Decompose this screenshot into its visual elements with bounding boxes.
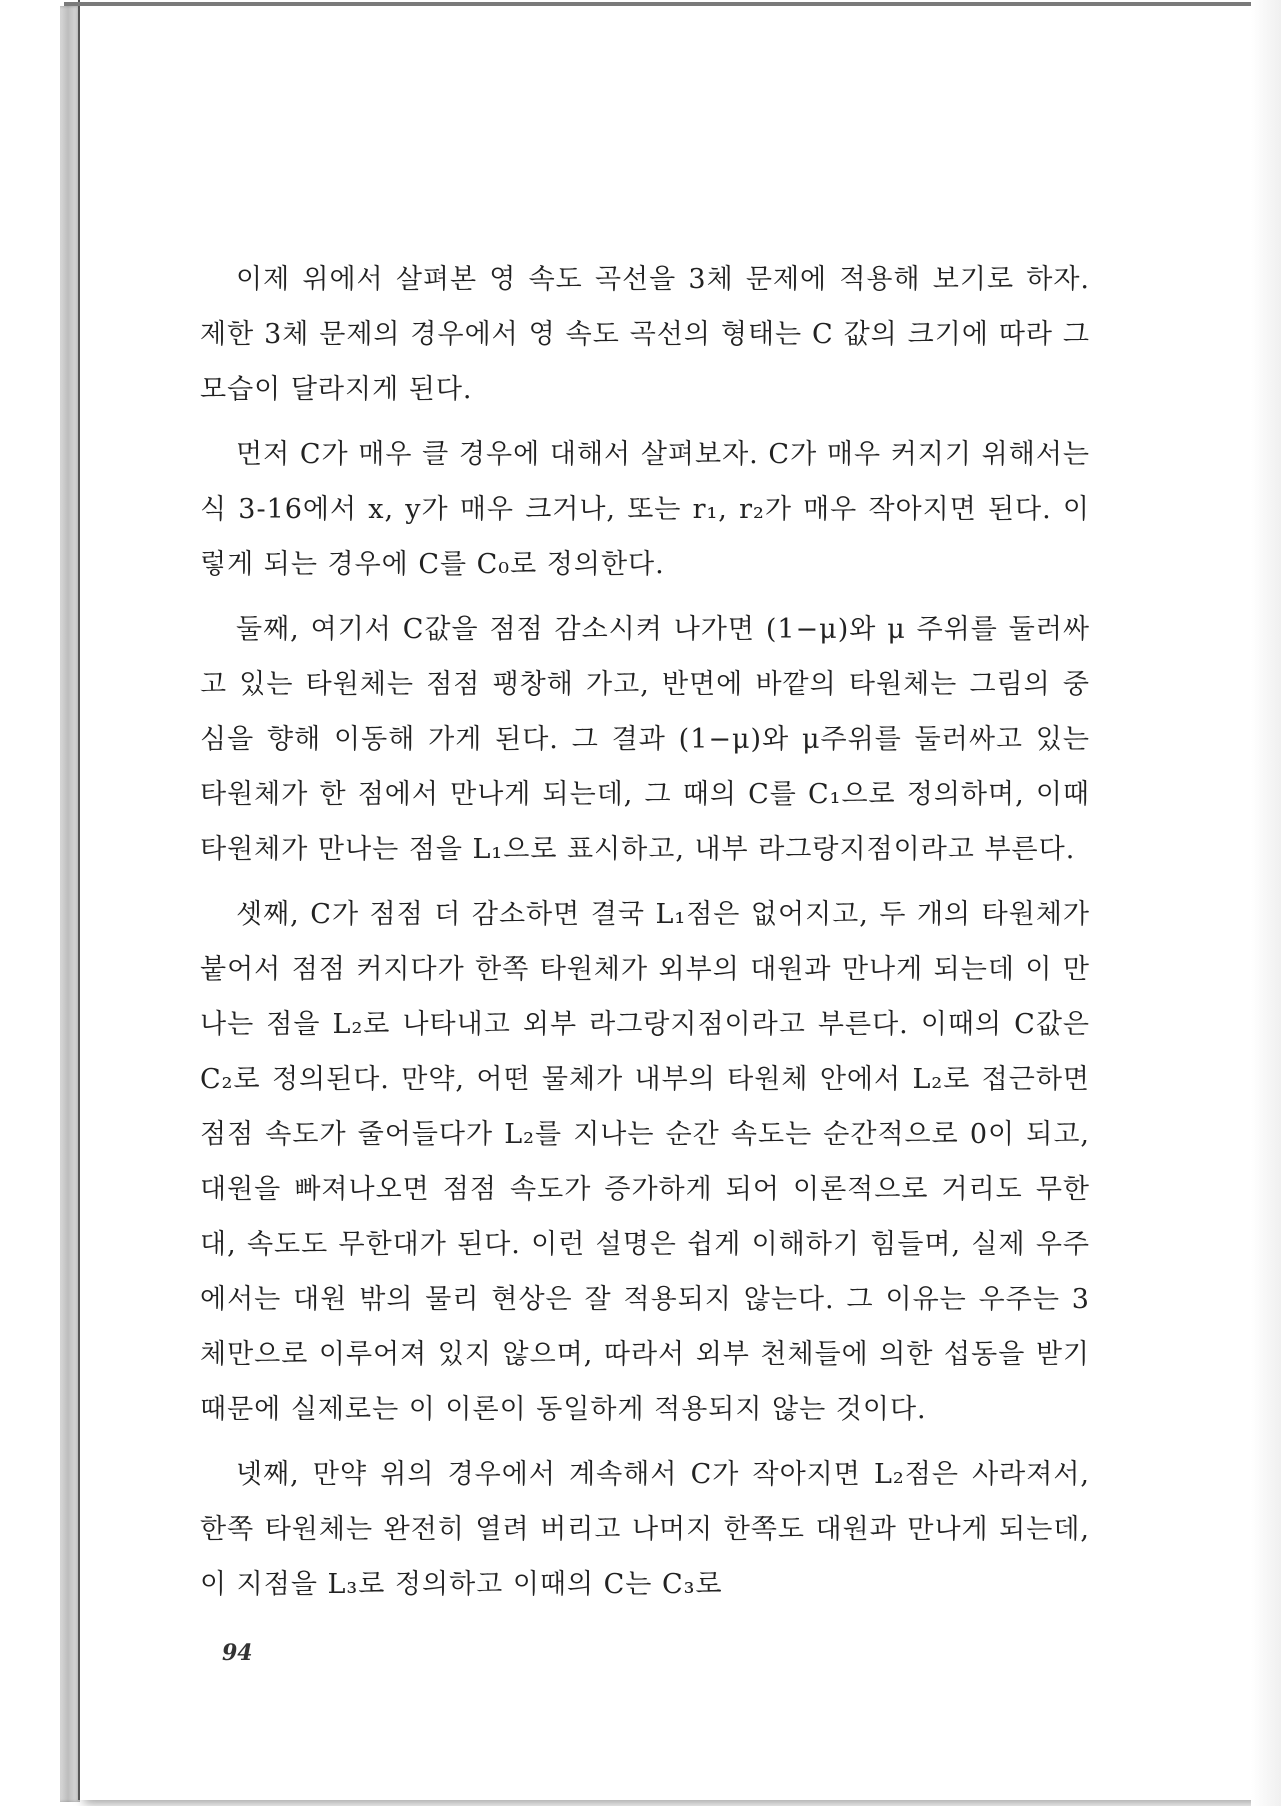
right-shadow xyxy=(1251,0,1281,1806)
paragraph-1: 이제 위에서 살펴본 영 속도 곡선을 3체 문제에 적용해 보기로 하자. 제한 3체 문제의 경우에서 영 속도 곡선의 형태는 C 값의 크기에 따라 그 모습이 달라지게 된다. xyxy=(200,264,1090,405)
paragraph-2: 먼저 C가 매우 클 경우에 대해서 살펴보자. C가 매우 커지기 위해서는 식 3-16에서 x, y가 매우 크거나, 또는 r₁, r₂가 매우 작아지면 된다. 이렇게 되는 경우에 C를 C₀로 정의한다. xyxy=(200,439,1090,580)
page-number: 94 xyxy=(222,1640,253,1666)
paragraph-3: 둘째, 여기서 C값을 점점 감소시켜 나가면 (1−μ)와 μ 주위를 둘러싸고 있는 타원체는 점점 팽창해 가고, 반면에 바깥의 타원체는 그림의 중심을 향해 이동해 가게 된다. 그 결과 (1−μ)와 μ주위를 둘러싸고 있는 타원체가 한 점에서 만나게 되는데, 그 때의 C를 C₁으로 정의하며, 이때 타원체가 만나는 점을 L₁으로 표시하고, 내부 라그랑지점이라고 부른다. xyxy=(200,614,1090,865)
page-top-edge xyxy=(64,2,1256,6)
book-spine xyxy=(60,6,80,1802)
paragraph-5: 넷째, 만약 위의 경우에서 계속해서 C가 작아지면 L₂점은 사라져서, 한쪽 타원체는 완전히 열려 버리고 나머지 한쪽도 대원과 만나게 되는데, 이 지점을 L₃로 정의하고 이때의 C는 C₃로 xyxy=(200,1459,1090,1600)
paragraph-4: 셋째, C가 점점 더 감소하면 결국 L₁점은 없어지고, 두 개의 타원체가 붙어서 점점 커지다가 한쪽 타원체가 외부의 대원과 만나게 되는데 이 만나는 점을 L₂로 나타내고 외부 라그랑지점이라고 부른다. 이때의 C값은 C₂로 정의된다. 만약, 어떤 물체가 내부의 타원체 안에서 L₂로 접근하면 점점 속도가 줄어들다가 L₂를 지나는 순간 속도는 순간적으로 0이 되고, 대원을 빠져나오면 점점 속도가 증가하게 되어 이론적으로 거리도 무한대, 속도도 무한대가 된다. 이런 설명은 쉽게 이해하기 힘들며, 실제 우주에서는 대원 밖의 물리 현상은 잘 적용되지 않는다. 그 이유는 우주는 3체만으로 이루어져 있지 않으며, 따라서 외부 천체들에 의한 섭동을 받기 때문에 실제로는 이 이론이 동일하게 적용되지 않는 것이다. xyxy=(200,899,1090,1425)
body-text xyxy=(200,252,1090,1612)
